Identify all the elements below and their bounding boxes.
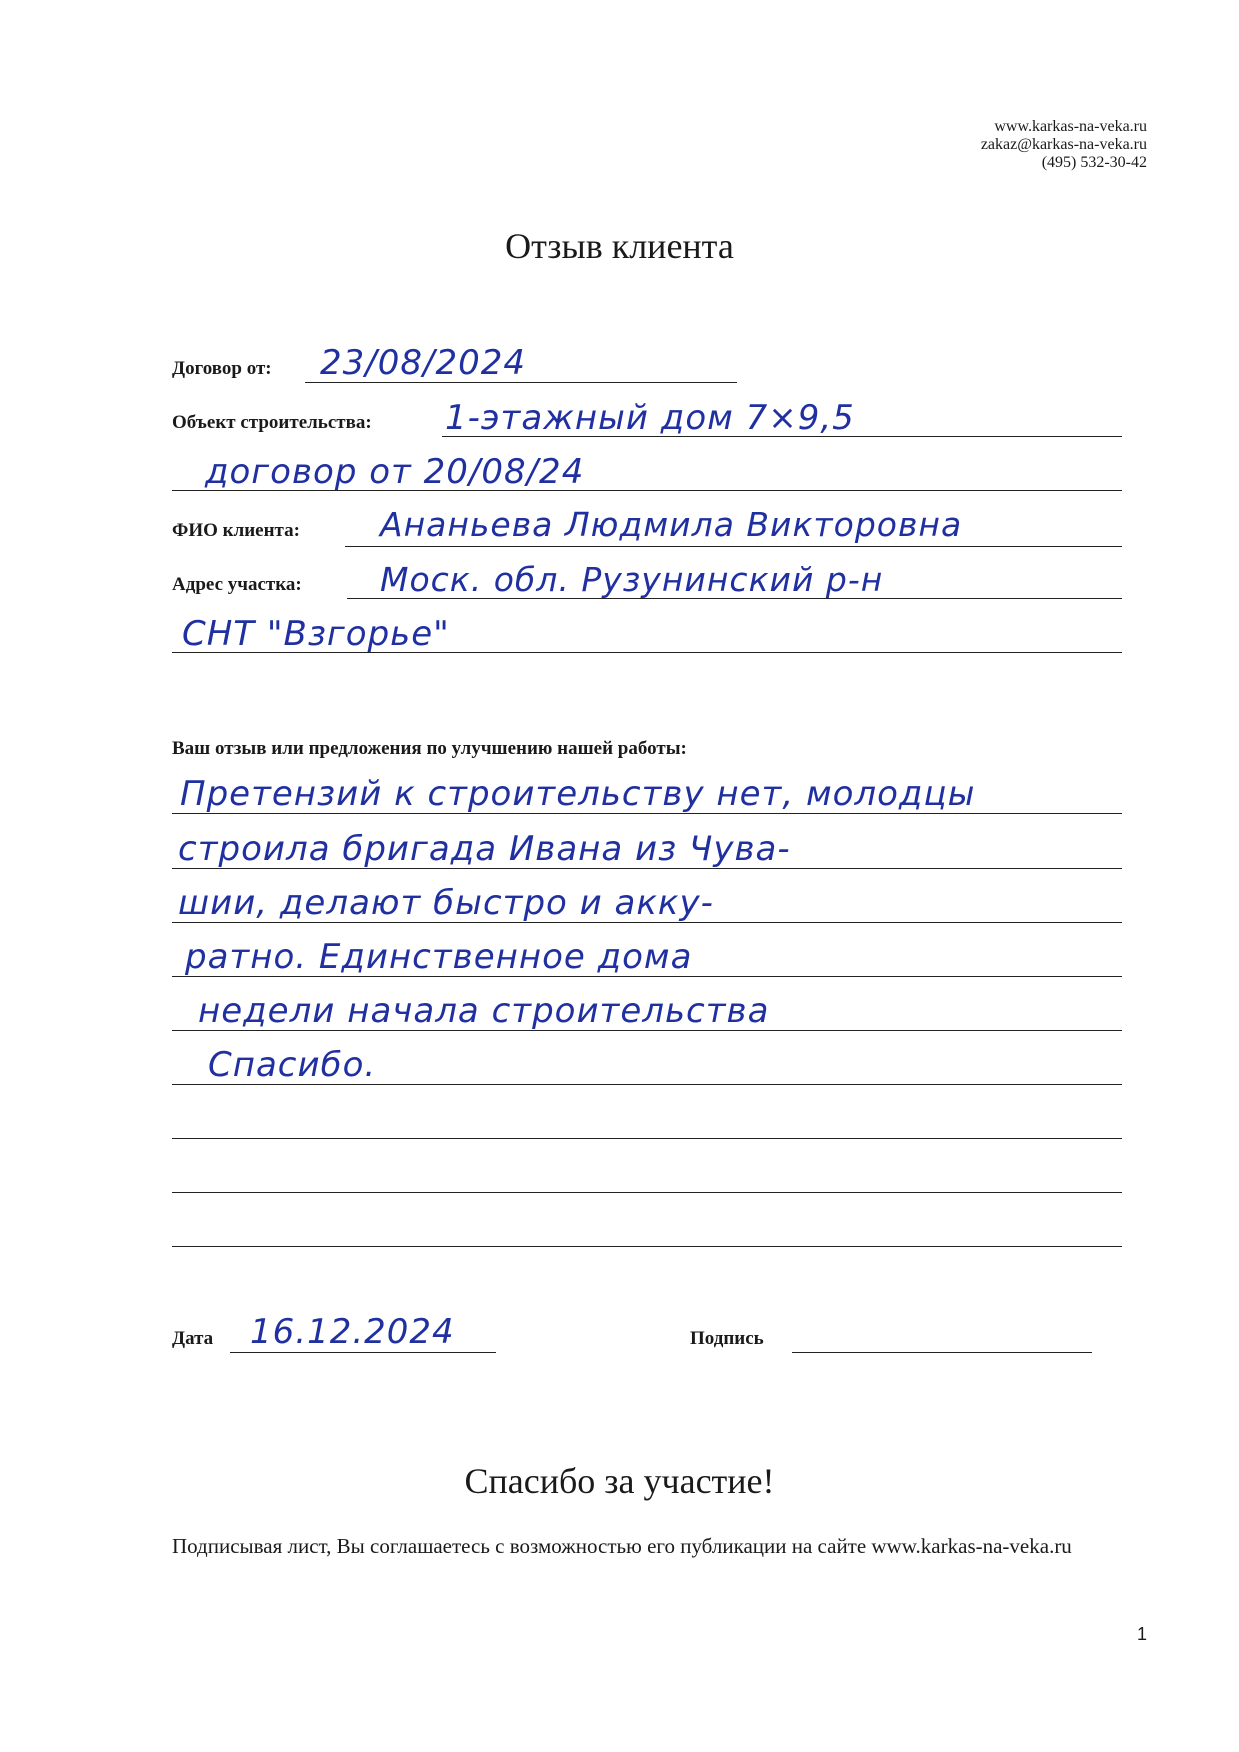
feedback-text-line: Спасибо. [208, 1045, 377, 1085]
page-title: Отзыв клиента [505, 226, 734, 266]
feedback-label: Ваш отзыв или предложения по улучшению нашей работы: [172, 738, 687, 759]
feedback-text-line: строила бригада Ивана из Чува- [178, 829, 791, 869]
consent-text: Подписывая лист, Вы соглашаетесь с возможностью его публикации на сайте www.karkas-na-veka.ru [172, 1534, 1072, 1558]
contact-info [981, 118, 1147, 172]
contract-value: 23/08/2024 [320, 343, 526, 383]
feedback-line [172, 1246, 1122, 1247]
website-text: www.karkas-na-veka.ru [994, 118, 1147, 135]
phone-text: (495) 532-30-42 [1041, 154, 1147, 171]
address-label: Адрес участка: [172, 574, 302, 595]
object-label: Объект строительства: [172, 412, 372, 433]
feedback-text-line: недели начала строительства [198, 991, 770, 1031]
page-number: 1 [1136, 1624, 1147, 1644]
feedback-line [172, 1138, 1122, 1139]
feedback-text-line: ратно. Единственное дома [185, 937, 693, 977]
email-text: zakaz@karkas-na-veka.ru [980, 136, 1147, 153]
client-value: Ананьева Людмила Викторовна [380, 505, 963, 544]
client-line [345, 546, 1122, 547]
contract-label: Договор от: [172, 358, 272, 379]
date-label: Дата [172, 1328, 214, 1349]
client-label: ФИО клиента: [172, 520, 300, 541]
object-value-2: договор от 20/08/24 [205, 452, 585, 492]
object-value-1: 1-этажный дом 7×9,5 [445, 398, 855, 438]
address-value-1: Моск. обл. Рузунинский р-н [380, 560, 884, 599]
address-value-2: СНТ "Взгорье" [182, 614, 450, 654]
feedback-line [172, 1192, 1122, 1193]
feedback-text-line: шии, делают быстро и акку- [178, 883, 714, 923]
signature-label: Подпись [690, 1328, 764, 1349]
feedback-text-line: Претензий к строительству нет, молодцы [180, 774, 976, 814]
signature-line [792, 1352, 1092, 1353]
date-value: 16.12.2024 [250, 1312, 455, 1352]
thanks-text: Спасибо за участие! [464, 1461, 775, 1501]
date-line [230, 1352, 496, 1353]
